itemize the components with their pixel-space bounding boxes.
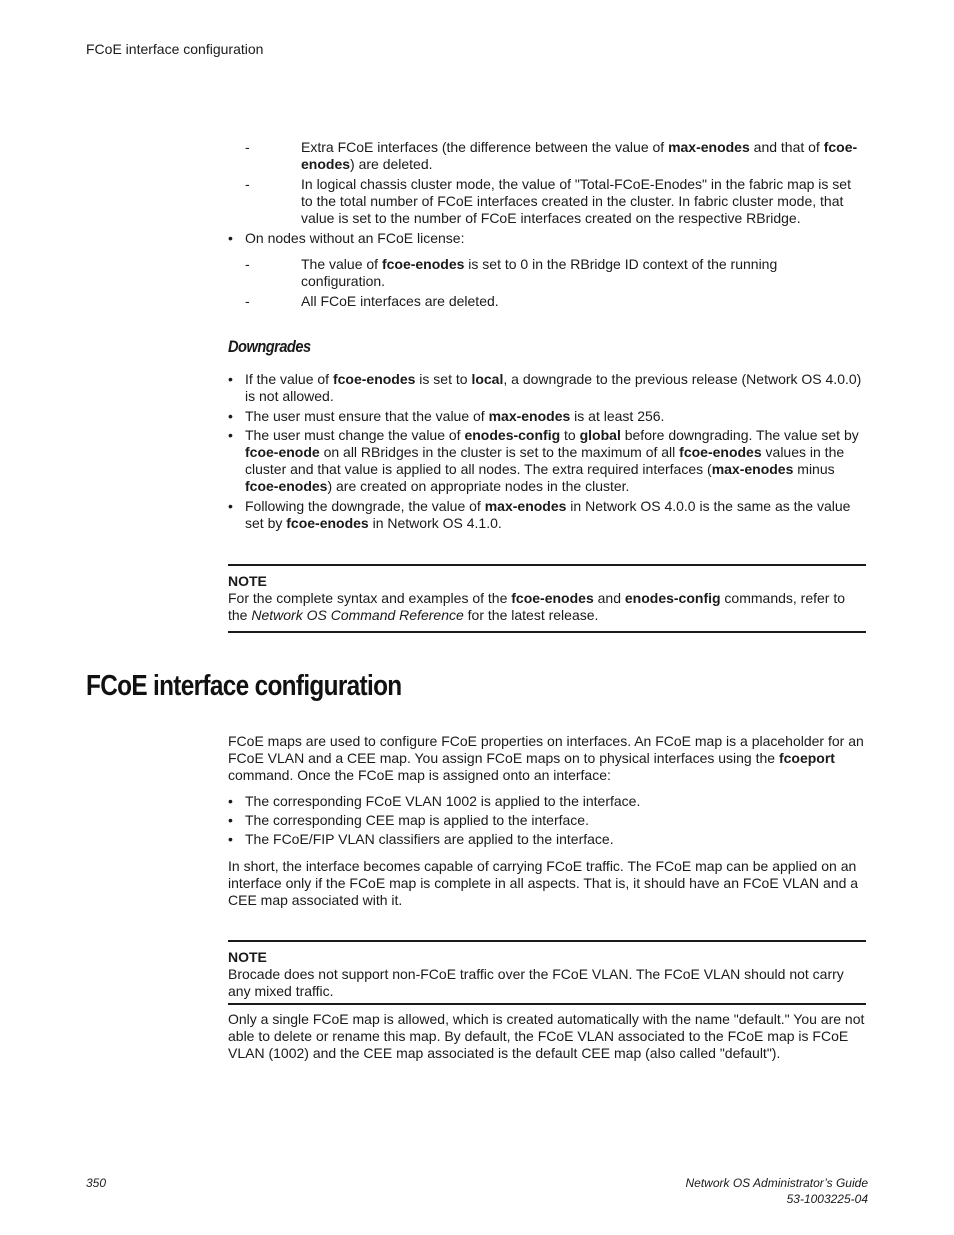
note-title: NOTE (228, 949, 267, 965)
dash-marker: - (245, 293, 250, 309)
subsection-heading: Downgrades (228, 337, 311, 356)
paragraph: Only a single FCoE map is allowed, which is created automatically with the name "default." You are not able to delete or rename this map. By default, the FCoE VLAN associated to the FCoE map is FCoE VLAN (1002) and the CEE map associated is the default CEE map (also called "default"). (228, 1011, 865, 1061)
bullet-marker: • (228, 230, 233, 246)
dash-marker: - (245, 176, 250, 192)
list-item-text: Extra FCoE interfaces (the difference between the value of max-enodes and that of fcoe-enodes) are deleted. (301, 139, 858, 172)
list-item-text: The user must ensure that the value of max-enodes is at least 256. (245, 408, 665, 424)
section-heading: FCoE interface configuration (86, 670, 402, 702)
doc-title: Network OS Administrator’s Guide (685, 1176, 868, 1190)
list-item-text: All FCoE interfaces are deleted. (301, 293, 499, 309)
main-content (228, 0, 868, 1235)
note-text: Brocade does not support non-FCoE traffic over the FCoE VLAN. The FCoE VLAN should not carry any mixed traffic. (228, 966, 844, 999)
list-item-text: The corresponding FCoE VLAN 1002 is applied to the interface. (245, 793, 641, 809)
bullet-marker: • (228, 498, 233, 514)
dash-marker: - (245, 139, 250, 155)
note-text: For the complete syntax and examples of the fcoe-enodes and enodes-config commands, refer to the Network OS Command Reference for the latest release. (228, 590, 846, 623)
bullet-marker: • (228, 831, 233, 847)
note-box (228, 564, 866, 633)
bullet-marker: • (228, 408, 233, 424)
bullet-marker: • (228, 427, 233, 443)
footer-doc-info (685, 1175, 868, 1207)
paragraph: In short, the interface becomes capable of carrying FCoE traffic. The FCoE map can be applied on an interface only if the FCoE map is complete in all aspects. That is, it should have an FCoE VLAN and a CEE map associated with it. (228, 858, 859, 908)
page-number: 350 (86, 1176, 107, 1190)
doc-number: 53-1003225-04 (786, 1192, 868, 1206)
list-item-text: In logical chassis cluster mode, the value of "Total-FCoE-Enodes" in the fabric map is set to the total number of FCoE interfaces created in the cluster. In fabric cluster mode, that value is set to the number of FCoE interfaces created on the respective RBridge. (301, 176, 851, 226)
dash-marker: - (245, 256, 250, 272)
list-item-text: Following the downgrade, the value of max-enodes in Network OS 4.0.0 is the same as the value set by fcoe-enodes in Network OS 4.1.0. (245, 498, 851, 531)
bullet-marker: • (228, 793, 233, 809)
list-item-text: The corresponding CEE map is applied to the interface. (245, 812, 589, 828)
note-title: NOTE (228, 573, 267, 589)
list-item-text: On nodes without an FCoE license: (245, 230, 465, 246)
list-item-text: If the value of fcoe-enodes is set to local, a downgrade to the previous release (Network OS 4.0.0) is not allowed. (245, 371, 862, 404)
paragraph: FCoE maps are used to configure FCoE properties on interfaces. An FCoE map is a placeholder for an FCoE VLAN and a CEE map. You assign FCoE maps on to physical interfaces using the fcoeport command. Once the FCoE map is assigned onto an interface: (228, 733, 864, 783)
list-item-text: The value of fcoe-enodes is set to 0 in the RBridge ID context of the running configuration. (301, 256, 778, 289)
note-box (228, 940, 866, 1005)
list-item-text: The FCoE/FIP VLAN classifiers are applied to the interface. (245, 831, 614, 847)
list-item-text: The user must change the value of enodes-config to global before downgrading. The value set by fcoe-enode on all RBridges in the cluster is set to the maximum of all fcoe-enodes values in the cluster and that value is applied to all nodes. The extra required interfaces (max-enodes minus fcoe-enodes) are created on appropriate nodes in the cluster. (245, 427, 859, 494)
running-header: FCoE interface configuration (86, 41, 264, 57)
bullet-marker: • (228, 371, 233, 387)
bullet-marker: • (228, 812, 233, 828)
